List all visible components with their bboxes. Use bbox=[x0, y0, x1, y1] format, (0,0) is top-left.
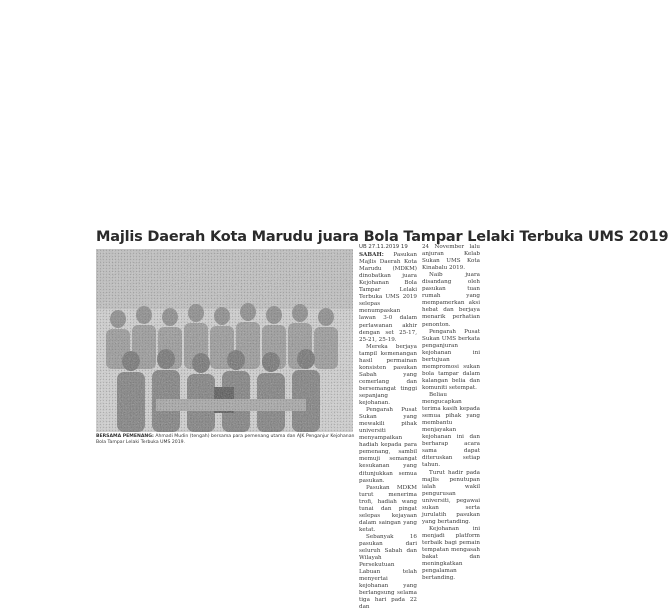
article-paragraph: Turut hadir pada majlis penutupan ialah wakil pengurusan universiti, pegawai sukan serta jurulatih pasukan yang bertanding. bbox=[422, 469, 480, 525]
article-paragraph: Beliau mengucapkan terima kasih kepada semua pihak yang membantu menjayakan kejohanan ini dan berharap acara sama dapat diteruskan setiap tahun. bbox=[422, 391, 480, 469]
article-paragraph: 24 November lalu anjuran Kelab Sukan UMS Kota Kinabalu 2019. bbox=[422, 244, 480, 272]
article-paragraph: Pasukan MDKM turut menerima trofi, hadiah wang tunai dan pingat selepas kejayaan dalam saingan yang ketat. bbox=[359, 484, 417, 533]
article-paragraph: Sebanyak 16 pasukan dari seluruh Sabah dan Wilayah Persekutuan Labuan telah menyertai kejohanan yang berlangsung selama tiga hari pada 22 dan bbox=[359, 533, 417, 611]
paragraph-text: Pasukan Majlis Daerah Kota Marudu (MDKM) dinobatkan juara Kejohanan Bola Tampar Lelaki Terbuka UMS 2019 selepas menumpaskan lawan 3-0 dalam perlawanan akhir dengan set 25-17, 25-21, 25-19. bbox=[359, 252, 417, 343]
article-column-2 bbox=[422, 244, 480, 582]
article-paragraph: Mereka berjaya tampil kemenangan hasil permainan konsisten pasukan Sabah yang cemerlang dan bersemangat tinggi sepanjang kejohanan. bbox=[359, 343, 417, 407]
article-paragraph bbox=[359, 252, 417, 344]
caption-text: Ahmadi Mudin (tengah) bersama para pemenang utama dan AJK Penganjur Kejohanan Bola Tampar Lelaki Terbuka UMS 2019. bbox=[96, 434, 355, 445]
article-byline: UB 27.11.2019 19 bbox=[359, 244, 408, 250]
team-photo bbox=[96, 249, 353, 432]
article-column-1 bbox=[359, 244, 417, 611]
article-paragraph: Kejohanan ini menjadi platform terbaik bagi pemain tempatan mengasah bakat dan meningkatkan pengalaman bertanding. bbox=[422, 525, 480, 582]
article-paragraph: Pengarah Pusat Sukan UMS berkata penganjuran kejohanan ini bertujuan mempromosi sukan bola tampar dalam kalangan belia dan komuniti setempat. bbox=[422, 328, 480, 391]
team-photo-image bbox=[96, 249, 353, 432]
article-dateline: SABAH: bbox=[359, 252, 384, 259]
caption-lead: BERSAMA PEMENANG: bbox=[96, 434, 154, 439]
photo-caption bbox=[96, 434, 358, 445]
article-paragraph: Naib juara disandang oleh pasukan tuan rumah yang mempamerkan aksi hebat dan berjaya menarik perhatian penonton. bbox=[422, 272, 480, 328]
article-paragraph: Pengarah Pusat Sukan yang mewakili pihak universiti menyampaikan hadiah kepada para pemenang, sambil memuji semangat kesukanan yang ditunjukkan semua pasukan. bbox=[359, 407, 417, 484]
article-headline: Majlis Daerah Kota Marudu juara Bola Tampar Lelaki Terbuka UMS 2019 bbox=[96, 229, 668, 245]
